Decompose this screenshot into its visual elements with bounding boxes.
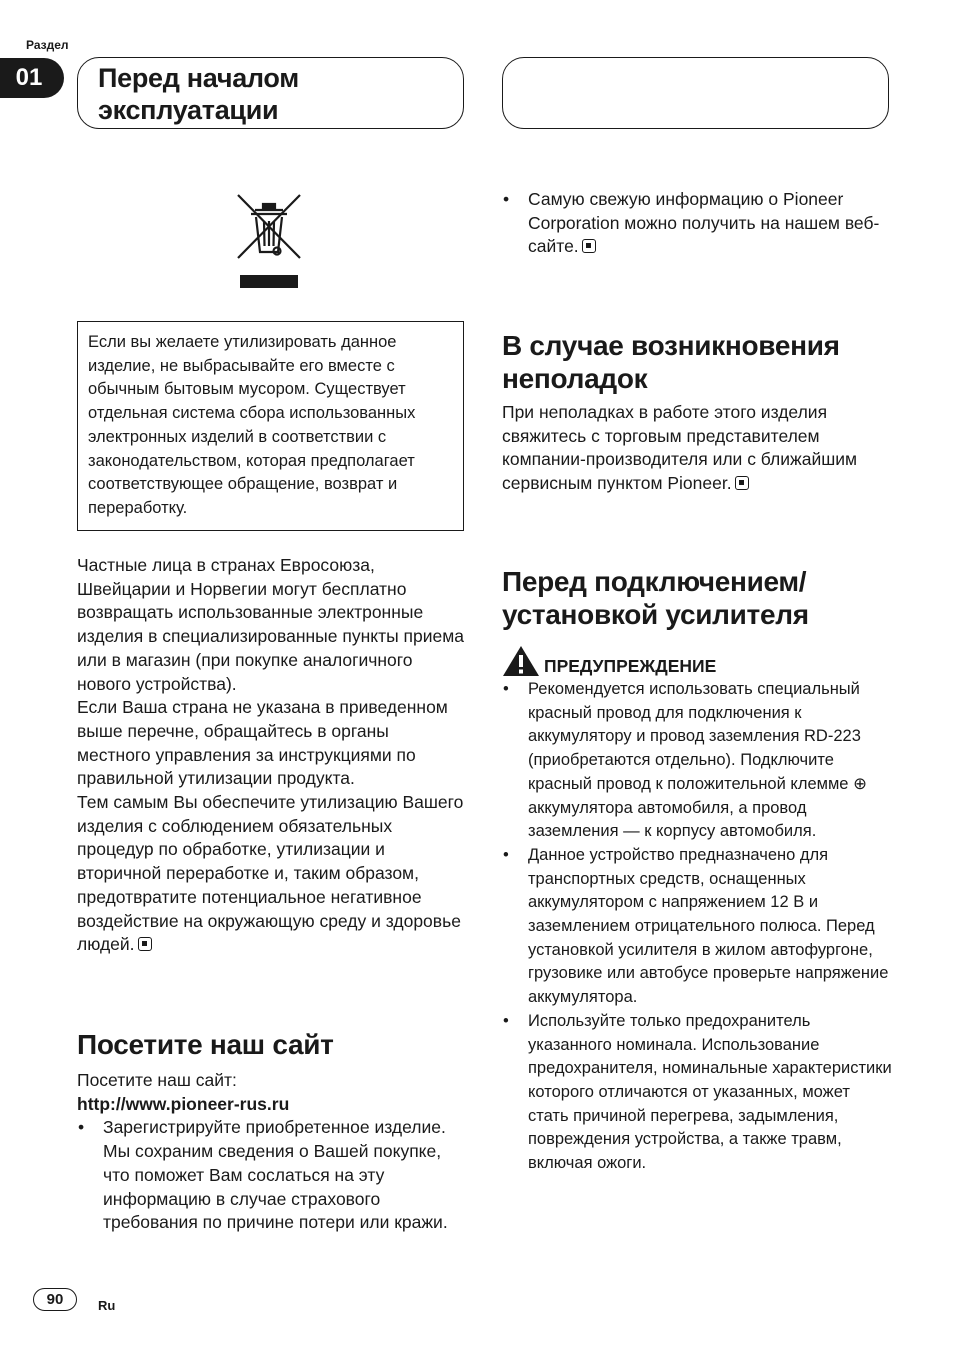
disposal-para-3-text: Тем самым Вы обеспечите утилизацию Вашего изделия с соблюдением обязательных процедур по обработке, утилизации и вторичной переработке и, таким образом, предотвратите потенциальное негативное воздействие на окружающую среду и здоровье людей. [77,792,464,955]
amp-warning-bullets [502,678,892,1176]
website-heading: Посетите наш сайт [77,1029,334,1060]
disposal-notice-box [77,321,464,531]
website-section [77,1069,467,1235]
trouble-heading-line2: неполадок [502,363,648,394]
section-label: Раздел [26,38,69,52]
trouble-heading [502,329,892,395]
page-number: 90 [33,1288,77,1311]
trouble-heading-line1: В случае возникновения [502,330,840,361]
website-bullets [77,1116,467,1235]
list-item: • Зарегистрируйте приобретенное изделие. Мы сохраним сведения о Вашей покупке, что поможет Вам сослаться на эту информацию в случае страхового требования по причине потери или кражи. [77,1116,467,1235]
list-item: • Рекомендуется использовать специальный красный провод для подключения к аккумулятору и провод заземления RD-223 (приобретаются отдельно). Подключите красный провод к положительной клемме ⊕ аккумулятора автомобиля, а провод заземления — к корпусу автомобиля. [502,678,892,844]
disposal-notice-text: Если вы желаете утилизировать данное изделие, не выбрасывайте его вместе с обычным бытовым мусором. Существует отдельная система сбора использованных электронных изделий в соответствии с законодательством, которая предполагает соответствующее обращение, возврат и переработку. [88,333,416,517]
page-title-box [77,57,464,129]
crossed-out-bin-icon [233,191,305,291]
header-empty-box [502,57,889,129]
disposal-info [77,554,467,957]
end-mark-icon [138,937,152,951]
amp-heading-line1: Перед подключением/ [502,566,807,597]
trouble-text [502,401,892,496]
page-title-line2: эксплуатации [98,95,279,125]
amp-heading [502,565,892,631]
disposal-para-1: Частные лица в странах Евросоюза, Швейцарии и Норвегии могут бесплатно возвращать использованные электронные изделия в специализированные пункты приема или в магазин (при покупке аналогичного нового устройства). [77,555,465,694]
website-bullet-2-text: Самую свежую информацию о Pioneer Corporation можно получить на нашем веб-сайте. [528,189,880,257]
list-item [502,188,882,259]
warning-title: ПРЕДУПРЕЖДЕНИЕ [544,656,717,676]
section-number-badge: 01 [0,58,64,98]
disposal-para-3 [77,791,467,957]
warning-triangle-icon [502,645,540,677]
website-intro: Посетите наш сайт: [77,1070,237,1090]
website-url-link[interactable]: http://www.pioneer-rus.ru [77,1093,290,1114]
disposal-para-2: Если Ваша страна не указана в приведенном выше перечне, обращайтесь в органы местного управления за инструкциями по правильной утилизации продукта. [77,697,448,789]
end-mark-icon [735,476,749,490]
warning-title-row [502,645,892,679]
end-mark-icon [582,239,596,253]
language-code: Ru [98,1298,116,1313]
page-title-line1: Перед началом [98,63,299,93]
list-item: • Данное устройство предназначено для транспортных средств, оснащенных аккумулятором с напряжением 12 В и заземлением отрицательного полюса. Перед установкой усилителя в жилом автофургоне, грузовике или автобусе проверьте напряжение аккумулятора. [502,844,892,1010]
amp-heading-line2: установкой усилителя [502,599,809,630]
trouble-text-body: При неполадках в работе этого изделия свяжитесь с торговым представителем компании-производителя или с ближайшим сервисным пунктом Pioneer. [502,402,858,494]
list-item: • Используйте только предохранитель указанного номинала. Использование предохранителя, номинальные характеристики которого отличаются от указанных, может стать причиной перегрева, задымления, повреждения устройства, а также травм, включая ожоги. [502,1010,892,1176]
website-bullets-continued [502,188,882,259]
